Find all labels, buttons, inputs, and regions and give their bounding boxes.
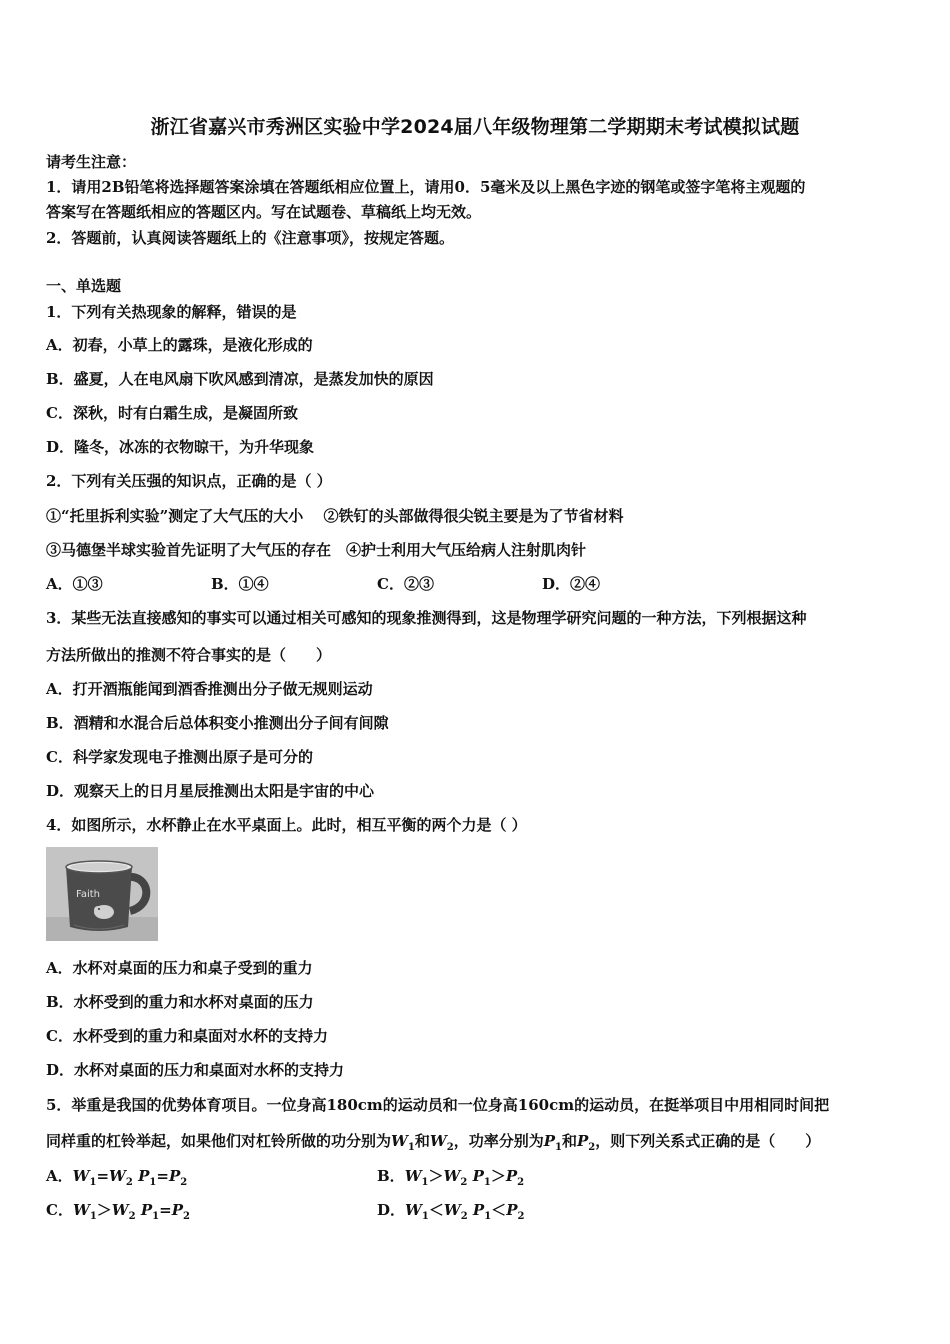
q2-statements-3-4: ③马德堡半球实验首先证明了大气压的存在 ④护士利用大气压给病人注射肌肉针 [46,541,587,559]
notice-line-1a: 1．请用2B铅笔将选择题答案涂填在答题纸相应位置上，请用0．5毫米及以上黑色字迹的钢笔或签字笔将主观题的 [46,178,806,196]
q5-stem-2: 同样重的杠铃举起，如果他们对杠铃所做的功分别为$W_1$和$W_2$，功率分别为$P_1$和$P_2$，则下列关系式正确的是（ ） [46,1132,821,1153]
q1-option-b: B．盛夏，人在电风扇下吹风感到清凉，是蒸发加快的原因 [46,370,434,388]
q1-stem: 1．下列有关热现象的解释，错误的是 [46,303,297,321]
mug-text: Faith [76,889,100,900]
q3-option-d: D．观察天上的日月星辰推测出太阳是宇宙的中心 [46,782,375,800]
q2-option-d: D．②④ [542,575,601,593]
q2-statements-1-2: ①“托里拆利实验”测定了大气压的大小 ②铁钉的头部做得很尖锐主要是为了节省材料 [46,507,624,525]
mug-photo [46,847,158,941]
q3-option-a: A．打开酒瓶能闻到酒香推测出分子做无规则运动 [46,680,373,698]
q5-stem-1: 5．举重是我国的优势体育项目。一位身高180cm的运动员和一位身高160cm的运动员，在挺举项目中用相同时间把 [46,1096,830,1114]
q1-option-c: C．深秋，时有白霜生成，是凝固所致 [46,404,298,422]
q1-option-a: A．初春，小草上的露珠，是液化形成的 [46,336,313,354]
q5-option-a: A．$W_1=W_2$ $P_1=P_2$ [46,1167,188,1188]
q3-option-b: B．酒精和水混合后总体积变小推测出分子间有间隙 [46,714,389,732]
q5-option-b: B．$W_1>W_2$ $P_1>P_2$ [377,1167,525,1188]
q4-option-b: B．水杯受到的重力和水杯对桌面的压力 [46,993,314,1011]
notice-heading: 请考生注意： [46,153,137,171]
section-heading: 一、单选题 [46,277,122,295]
q5-option-c: C．$W_1>W_2$ $P_1=P_2$ [46,1201,190,1222]
q2-option-c: C．②③ [377,575,434,593]
q2-stem: 2．下列有关压强的知识点，正确的是（ ） [46,472,332,490]
q2-option-b: B．①④ [211,575,269,593]
notice-line-2: 2．答题前，认真阅读答题纸上的《注意事项》，按规定答题。 [46,229,454,247]
mug-illustration [46,847,158,941]
q1-option-d: D．隆冬，冰冻的衣物晾干，为升华现象 [46,438,315,456]
q2-option-a: A．①③ [46,575,103,593]
q3-option-c: C．科学家发现电子推测出原子是可分的 [46,748,313,766]
q4-option-d: D．水杯对桌面的压力和桌面对水杯的支持力 [46,1061,345,1079]
notice-line-1b: 答案写在答题纸相应的答题区内。写在试题卷、草稿纸上均无效。 [46,203,482,221]
q3-stem-1: 3．某些无法直接感知的事实可以通过相关可感知的现象推测得到，这是物理学研究问题的一种方法，下列根据这种 [46,609,807,627]
q4-option-a: A．水杯对桌面的压力和桌子受到的重力 [46,959,313,977]
q3-stem-2: 方法所做出的推测不符合事实的是（ ） [46,646,332,664]
q4-option-c: C．水杯受到的重力和桌面对水杯的支持力 [46,1027,328,1045]
q5-option-d: D．$W_1<W_2$ $P_1<P_2$ [377,1201,525,1222]
q4-stem: 4．如图所示，水杯静止在水平桌面上。此时，相互平衡的两个力是（ ） [46,816,527,834]
exam-title: 浙江省嘉兴市秀洲区实验中学2024届八年级物理第二学期期末考试模拟试题 [150,116,800,138]
